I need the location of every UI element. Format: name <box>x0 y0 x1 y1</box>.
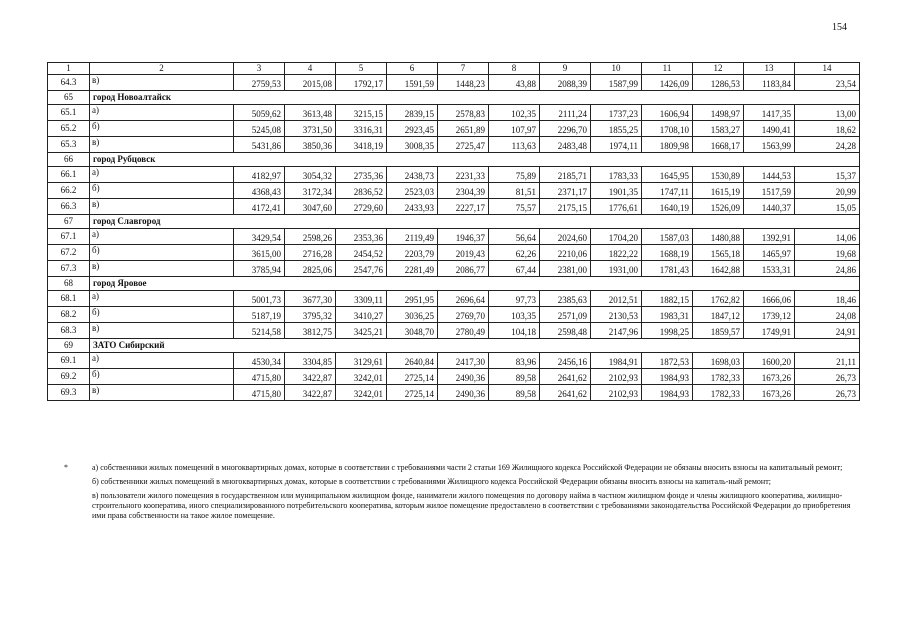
value-cell: 2735,36 <box>336 167 387 183</box>
value-cell: 1417,35 <box>744 105 795 121</box>
footnote-a: а) собственники жилых помещений в многоквартирных домах, которые в соответствии с требованиями части 2 статьи 169 Жилищного кодекса Российской Федерации не обязаны вносить взносы на капитальный ремонт; <box>92 463 843 472</box>
city-row <box>48 91 860 105</box>
value-cell: 1747,11 <box>642 183 693 199</box>
value-cell: 23,54 <box>795 75 860 91</box>
city-code: 69 <box>48 339 90 353</box>
row-category: б) <box>90 121 234 137</box>
value-cell: 1530,89 <box>693 167 744 183</box>
value-cell: 1859,57 <box>693 323 744 339</box>
row-category: в) <box>90 323 234 339</box>
row-code: 68.1 <box>48 291 90 307</box>
row-code: 68.2 <box>48 307 90 323</box>
value-cell: 2483,48 <box>540 137 591 153</box>
value-cell: 2130,53 <box>591 307 642 323</box>
value-cell: 2015,08 <box>285 75 336 91</box>
value-cell: 56,64 <box>489 229 540 245</box>
value-cell: 1974,11 <box>591 137 642 153</box>
value-cell: 2640,84 <box>387 353 438 369</box>
header-cell: 13 <box>744 63 795 75</box>
value-cell: 2836,52 <box>336 183 387 199</box>
value-cell: 24,28 <box>795 137 860 153</box>
row-category: а) <box>90 229 234 245</box>
value-cell: 1615,19 <box>693 183 744 199</box>
value-cell: 1704,20 <box>591 229 642 245</box>
header-cell: 11 <box>642 63 693 75</box>
value-cell: 1642,88 <box>693 261 744 277</box>
row-category: а) <box>90 105 234 121</box>
header-cell: 9 <box>540 63 591 75</box>
value-cell: 3422,87 <box>285 369 336 385</box>
value-cell: 2012,51 <box>591 291 642 307</box>
value-cell: 113,63 <box>489 137 540 153</box>
value-cell: 1640,19 <box>642 199 693 215</box>
value-cell: 1984,91 <box>591 353 642 369</box>
value-cell: 5245,08 <box>234 121 285 137</box>
value-cell: 89,58 <box>489 385 540 401</box>
value-cell: 3309,11 <box>336 291 387 307</box>
row-code: 69.3 <box>48 385 90 401</box>
value-cell: 2780,49 <box>438 323 489 339</box>
value-cell: 1666,06 <box>744 291 795 307</box>
value-cell: 3410,27 <box>336 307 387 323</box>
value-cell: 1698,03 <box>693 353 744 369</box>
table-row <box>48 307 860 323</box>
value-cell: 3785,94 <box>234 261 285 277</box>
value-cell: 1737,23 <box>591 105 642 121</box>
value-cell: 5001,73 <box>234 291 285 307</box>
row-category: а) <box>90 167 234 183</box>
header-cell: 2 <box>90 63 234 75</box>
row-category: б) <box>90 245 234 261</box>
value-cell: 1688,19 <box>642 245 693 261</box>
row-category: в) <box>90 261 234 277</box>
value-cell: 1781,43 <box>642 261 693 277</box>
value-cell: 1600,20 <box>744 353 795 369</box>
value-cell: 1847,12 <box>693 307 744 323</box>
row-code: 67.3 <box>48 261 90 277</box>
value-cell: 4172,41 <box>234 199 285 215</box>
value-cell: 2839,15 <box>387 105 438 121</box>
row-category: б) <box>90 183 234 199</box>
value-cell: 1882,15 <box>642 291 693 307</box>
value-cell: 1739,12 <box>744 307 795 323</box>
value-cell: 2523,03 <box>387 183 438 199</box>
row-category: в) <box>90 137 234 153</box>
value-cell: 81,51 <box>489 183 540 199</box>
value-cell: 1426,09 <box>642 75 693 91</box>
value-cell: 3422,87 <box>285 385 336 401</box>
city-code: 67 <box>48 215 90 229</box>
value-cell: 1782,33 <box>693 385 744 401</box>
value-cell: 2923,45 <box>387 121 438 137</box>
value-cell: 2203,79 <box>387 245 438 261</box>
table-row <box>48 261 860 277</box>
value-cell: 3677,30 <box>285 291 336 307</box>
city-row <box>48 339 860 353</box>
row-category: а) <box>90 353 234 369</box>
value-cell: 1465,97 <box>744 245 795 261</box>
row-code: 66.3 <box>48 199 90 215</box>
row-code: 65.3 <box>48 137 90 153</box>
value-cell: 75,57 <box>489 199 540 215</box>
city-row <box>48 215 860 229</box>
header-cell: 4 <box>285 63 336 75</box>
value-cell: 1708,10 <box>642 121 693 137</box>
value-cell: 1762,82 <box>693 291 744 307</box>
value-cell: 5187,19 <box>234 307 285 323</box>
value-cell: 62,26 <box>489 245 540 261</box>
value-cell: 3425,21 <box>336 323 387 339</box>
value-cell: 2696,64 <box>438 291 489 307</box>
value-cell: 2725,14 <box>387 385 438 401</box>
row-category: в) <box>90 75 234 91</box>
value-cell: 3812,75 <box>285 323 336 339</box>
header-cell: 7 <box>438 63 489 75</box>
value-cell: 18,46 <box>795 291 860 307</box>
value-cell: 3215,15 <box>336 105 387 121</box>
value-cell: 3850,36 <box>285 137 336 153</box>
table-row <box>48 323 860 339</box>
value-cell: 2102,93 <box>591 385 642 401</box>
value-cell: 1587,03 <box>642 229 693 245</box>
value-cell: 2304,39 <box>438 183 489 199</box>
value-cell: 2490,36 <box>438 385 489 401</box>
value-cell: 102,35 <box>489 105 540 121</box>
value-cell: 19,68 <box>795 245 860 261</box>
value-cell: 2019,43 <box>438 245 489 261</box>
value-cell: 1673,26 <box>744 385 795 401</box>
value-cell: 2716,28 <box>285 245 336 261</box>
value-cell: 2825,06 <box>285 261 336 277</box>
value-cell: 5214,58 <box>234 323 285 339</box>
value-cell: 2433,93 <box>387 199 438 215</box>
row-code: 65.2 <box>48 121 90 137</box>
value-cell: 1645,95 <box>642 167 693 183</box>
table-row <box>48 229 860 245</box>
header-cell: 1 <box>48 63 90 75</box>
value-cell: 2598,48 <box>540 323 591 339</box>
value-cell: 2185,71 <box>540 167 591 183</box>
value-cell: 2759,53 <box>234 75 285 91</box>
footnote-b: б) собственники жилых помещений в многоквартирных домах, которые в соответствии с требованиями Жилищного кодекса Российской Федерации обязаны вносить взносы на капиталь-ный ремонт; <box>92 477 771 486</box>
table-row <box>48 167 860 183</box>
value-cell: 1591,59 <box>387 75 438 91</box>
value-cell: 83,96 <box>489 353 540 369</box>
value-cell: 1984,93 <box>642 385 693 401</box>
value-cell: 3418,19 <box>336 137 387 153</box>
value-cell: 2641,62 <box>540 369 591 385</box>
value-cell: 1822,22 <box>591 245 642 261</box>
row-code: 67.2 <box>48 245 90 261</box>
city-name: город Яровое <box>90 277 860 291</box>
value-cell: 1563,99 <box>744 137 795 153</box>
value-cell: 1673,26 <box>744 369 795 385</box>
value-cell: 1517,59 <box>744 183 795 199</box>
value-cell: 1809,98 <box>642 137 693 153</box>
value-cell: 3613,48 <box>285 105 336 121</box>
value-cell: 24,86 <box>795 261 860 277</box>
header-cell: 12 <box>693 63 744 75</box>
city-code: 68 <box>48 277 90 291</box>
value-cell: 1792,17 <box>336 75 387 91</box>
header-cell: 6 <box>387 63 438 75</box>
value-cell: 2381,00 <box>540 261 591 277</box>
value-cell: 3047,60 <box>285 199 336 215</box>
value-cell: 24,08 <box>795 307 860 323</box>
footnote-marker: * <box>64 463 68 472</box>
city-name: город Новоалтайск <box>90 91 860 105</box>
value-cell: 1983,31 <box>642 307 693 323</box>
value-cell: 1931,00 <box>591 261 642 277</box>
value-cell: 75,89 <box>489 167 540 183</box>
value-cell: 2490,36 <box>438 369 489 385</box>
value-cell: 1782,33 <box>693 369 744 385</box>
value-cell: 1490,41 <box>744 121 795 137</box>
value-cell: 3036,25 <box>387 307 438 323</box>
value-cell: 1392,91 <box>744 229 795 245</box>
value-cell: 103,35 <box>489 307 540 323</box>
value-cell: 2438,73 <box>387 167 438 183</box>
value-cell: 2353,36 <box>336 229 387 245</box>
value-cell: 2210,06 <box>540 245 591 261</box>
value-cell: 1480,88 <box>693 229 744 245</box>
header-cell: 8 <box>489 63 540 75</box>
row-code: 66.1 <box>48 167 90 183</box>
page-number: 154 <box>832 22 847 33</box>
value-cell: 1565,18 <box>693 245 744 261</box>
value-cell: 2571,09 <box>540 307 591 323</box>
table-row <box>48 245 860 261</box>
value-cell: 2024,60 <box>540 229 591 245</box>
value-cell: 1183,84 <box>744 75 795 91</box>
row-category: б) <box>90 369 234 385</box>
value-cell: 3731,50 <box>285 121 336 137</box>
value-cell: 26,73 <box>795 369 860 385</box>
row-code: 68.3 <box>48 323 90 339</box>
city-name: город Рубцовск <box>90 153 860 167</box>
value-cell: 5431,86 <box>234 137 285 153</box>
value-cell: 4715,80 <box>234 369 285 385</box>
value-cell: 2088,39 <box>540 75 591 91</box>
value-cell: 2086,77 <box>438 261 489 277</box>
table-row <box>48 369 860 385</box>
value-cell: 5059,62 <box>234 105 285 121</box>
value-cell: 2231,33 <box>438 167 489 183</box>
row-code: 69.1 <box>48 353 90 369</box>
value-cell: 43,88 <box>489 75 540 91</box>
header-cell: 5 <box>336 63 387 75</box>
value-cell: 4530,34 <box>234 353 285 369</box>
value-cell: 15,37 <box>795 167 860 183</box>
value-cell: 2385,63 <box>540 291 591 307</box>
value-cell: 2175,15 <box>540 199 591 215</box>
row-code: 67.1 <box>48 229 90 245</box>
value-cell: 2102,93 <box>591 369 642 385</box>
value-cell: 1606,94 <box>642 105 693 121</box>
city-row <box>48 277 860 291</box>
row-code: 69.2 <box>48 369 90 385</box>
value-cell: 89,58 <box>489 369 540 385</box>
row-category: а) <box>90 291 234 307</box>
table-row <box>48 385 860 401</box>
value-cell: 3129,61 <box>336 353 387 369</box>
value-cell: 3172,34 <box>285 183 336 199</box>
value-cell: 21,11 <box>795 353 860 369</box>
row-category: б) <box>90 307 234 323</box>
value-cell: 18,62 <box>795 121 860 137</box>
value-cell: 1776,61 <box>591 199 642 215</box>
value-cell: 1749,91 <box>744 323 795 339</box>
value-cell: 2417,30 <box>438 353 489 369</box>
value-cell: 1444,53 <box>744 167 795 183</box>
header-cell: 3 <box>234 63 285 75</box>
value-cell: 3008,35 <box>387 137 438 153</box>
value-cell: 3242,01 <box>336 385 387 401</box>
row-code: 66.2 <box>48 183 90 199</box>
value-cell: 2641,62 <box>540 385 591 401</box>
value-cell: 13,00 <box>795 105 860 121</box>
row-code: 65.1 <box>48 105 90 121</box>
city-code: 65 <box>48 91 90 105</box>
city-row <box>48 153 860 167</box>
value-cell: 2456,16 <box>540 353 591 369</box>
value-cell: 1668,17 <box>693 137 744 153</box>
table-row <box>48 353 860 369</box>
value-cell: 1583,27 <box>693 121 744 137</box>
value-cell: 97,73 <box>489 291 540 307</box>
row-code: 64.3 <box>48 75 90 91</box>
value-cell: 4368,43 <box>234 183 285 199</box>
value-cell: 2119,49 <box>387 229 438 245</box>
value-cell: 2111,24 <box>540 105 591 121</box>
value-cell: 2147,96 <box>591 323 642 339</box>
value-cell: 1533,31 <box>744 261 795 277</box>
value-cell: 3242,01 <box>336 369 387 385</box>
tariff-table <box>47 62 860 401</box>
table-body <box>48 63 860 401</box>
value-cell: 2651,89 <box>438 121 489 137</box>
value-cell: 3615,00 <box>234 245 285 261</box>
value-cell: 2769,70 <box>438 307 489 323</box>
table-row <box>48 199 860 215</box>
value-cell: 104,18 <box>489 323 540 339</box>
city-name: ЗАТО Сибирский <box>90 339 860 353</box>
value-cell: 26,73 <box>795 385 860 401</box>
value-cell: 15,05 <box>795 199 860 215</box>
value-cell: 2227,17 <box>438 199 489 215</box>
value-cell: 4182,97 <box>234 167 285 183</box>
value-cell: 2371,17 <box>540 183 591 199</box>
value-cell: 4715,80 <box>234 385 285 401</box>
value-cell: 1998,25 <box>642 323 693 339</box>
footnote-c: в) пользователи жилого помещения в государственном или муниципальном жилищном фонде, наниматели жилого помещения по договору найма в частном жилищном фонде и члены жилищного кооператива, жилищно-строительного кооператива, иного специализированного потребительского кооператива, которым жилое помещение предоставлено в соответствии с требованиями законодательства Российской Федерации до приобретения ими права собственности на такое жилое помещение. <box>92 491 851 520</box>
header-row <box>48 63 860 75</box>
value-cell: 1440,37 <box>744 199 795 215</box>
table-row <box>48 137 860 153</box>
table-row <box>48 105 860 121</box>
value-cell: 1984,93 <box>642 369 693 385</box>
value-cell: 3048,70 <box>387 323 438 339</box>
city-name: город Славгород <box>90 215 860 229</box>
value-cell: 2281,49 <box>387 261 438 277</box>
table-row <box>48 75 860 91</box>
value-cell: 20,99 <box>795 183 860 199</box>
value-cell: 107,97 <box>489 121 540 137</box>
row-category: в) <box>90 385 234 401</box>
table-row <box>48 291 860 307</box>
header-cell: 14 <box>795 63 860 75</box>
value-cell: 2725,14 <box>387 369 438 385</box>
value-cell: 1872,53 <box>642 353 693 369</box>
value-cell: 2951,95 <box>387 291 438 307</box>
value-cell: 3429,54 <box>234 229 285 245</box>
value-cell: 1783,33 <box>591 167 642 183</box>
value-cell: 1587,99 <box>591 75 642 91</box>
value-cell: 3304,85 <box>285 353 336 369</box>
value-cell: 2296,70 <box>540 121 591 137</box>
value-cell: 1448,23 <box>438 75 489 91</box>
city-code: 66 <box>48 153 90 167</box>
value-cell: 2598,26 <box>285 229 336 245</box>
value-cell: 3054,32 <box>285 167 336 183</box>
value-cell: 1946,37 <box>438 229 489 245</box>
table-row <box>48 121 860 137</box>
value-cell: 1498,97 <box>693 105 744 121</box>
value-cell: 1286,53 <box>693 75 744 91</box>
value-cell: 1526,09 <box>693 199 744 215</box>
value-cell: 2454,52 <box>336 245 387 261</box>
value-cell: 3316,31 <box>336 121 387 137</box>
value-cell: 1855,25 <box>591 121 642 137</box>
value-cell: 14,06 <box>795 229 860 245</box>
value-cell: 2547,76 <box>336 261 387 277</box>
value-cell: 1901,35 <box>591 183 642 199</box>
value-cell: 2729,60 <box>336 199 387 215</box>
value-cell: 2578,83 <box>438 105 489 121</box>
header-cell: 10 <box>591 63 642 75</box>
value-cell: 2725,47 <box>438 137 489 153</box>
value-cell: 67,44 <box>489 261 540 277</box>
value-cell: 24,91 <box>795 323 860 339</box>
row-category: в) <box>90 199 234 215</box>
footnotes <box>64 463 864 525</box>
table-row <box>48 183 860 199</box>
value-cell: 3795,32 <box>285 307 336 323</box>
